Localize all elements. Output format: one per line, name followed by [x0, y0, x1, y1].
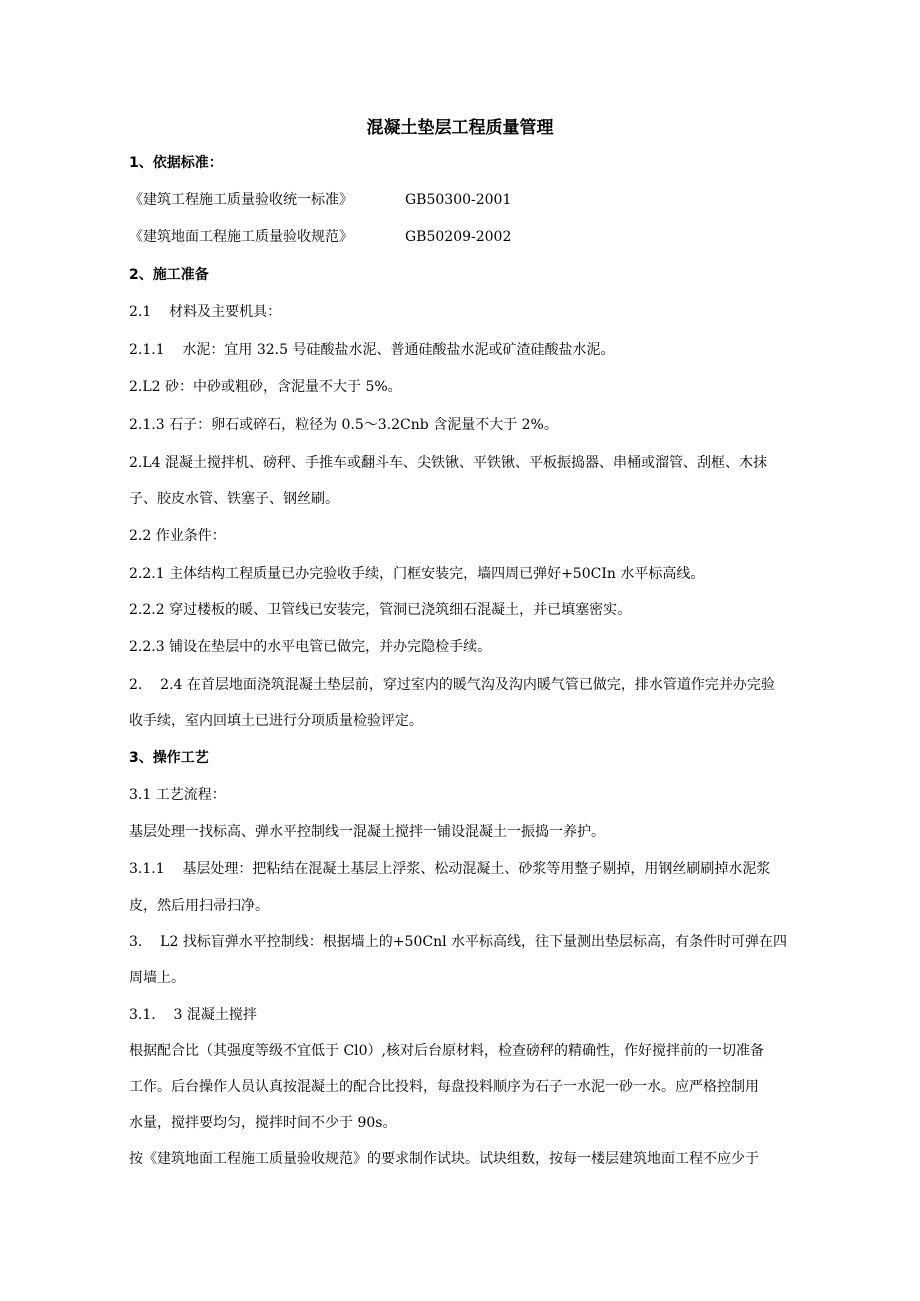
paragraph-line: 3.1 工艺流程：: [129, 787, 226, 803]
paragraph-line: 2.L4 混凝土搅拌机、磅秤、手推车或翻斗车、尖铁锹、平铁锹、平板振捣器、串桶或溜管、刮框、木抹: [129, 455, 768, 471]
section-heading-process: 3、操作工艺: [129, 750, 209, 766]
section-heading-basis: 1、依据标准：: [129, 155, 223, 171]
paragraph-line: 基层处理一找标高、弹水平控制线一混凝土搅拌一铺设混凝土一振捣一养护。: [129, 824, 605, 840]
paragraph-line: 2.2 作业条件：: [129, 528, 226, 544]
paragraph-line: 工作。后台操作人员认真按混凝土的配合比投料，每盘投料顺序为石子一水泥一砂一水。应严格控制用: [129, 1079, 759, 1095]
standard-name: 《建筑地面工程施工质量验收规范》: [129, 229, 353, 245]
paragraph-line: 2.2.1 主体结构工程质量已办完验收手续，门框安装完，墙四周已弹好+50CIn 水平标高线。: [129, 566, 705, 582]
paragraph-line: 皮，然后用扫帚扫净。: [129, 898, 269, 914]
paragraph-line: 水量，搅拌要均匀，搅拌时间不少于 90s。: [129, 1115, 397, 1131]
standard-code: GB50300-2001: [405, 192, 512, 208]
standard-row: [129, 228, 511, 246]
paragraph-line: 3.1. 3 混凝土搅拌: [129, 1007, 257, 1023]
paragraph-line: 2.L2 砂：中砂或粗砂，含泥量不大于 5%。: [129, 379, 402, 395]
paragraph-line: 根据配合比（其强度等级不宜低于 Cl0）,核对后台原材料，检查磅秤的精确性，作好搅拌前的一切准备: [129, 1043, 764, 1059]
paragraph-line: 2.1.1 水泥：宜用 32.5 号硅酸盐水泥、普通硅酸盐水泥或矿渣硅酸盐水泥。: [129, 342, 615, 358]
paragraph-line: 周墙上。: [129, 970, 185, 986]
standard-name: 《建筑工程施工质量验收统一标准》: [129, 192, 353, 208]
paragraph-line: 2. 2.4 在首层地面浇筑混凝土垫层前，穿过室内的暖气沟及沟内暖气管已做完，排水管道作完并办完验: [129, 677, 775, 693]
paragraph-line: 按《建筑地面工程施工质量验收规范》的要求制作试块。试块组数，按每一楼层建筑地面工程不应少于: [129, 1151, 759, 1167]
paragraph-line: 2.1 材料及主要机具：: [129, 304, 282, 320]
section-heading-preparation: 2、施工准备: [129, 267, 209, 283]
paragraph-line: 2.1.3 石子：卵石或碎石，粒径为 0.5～3.2Cnb 含泥量不大于 2%。: [129, 417, 558, 433]
paragraph-line: 2.2.3 铺设在垫层中的水平电管已做完，并办完隐检手续。: [129, 639, 492, 655]
document-title: 混凝土垫层工程质量管理: [366, 118, 554, 138]
paragraph-line: 3. L2 找标盲弹水平控制线：根据墙上的+50Cnl 水平标高线，往下量测出垫层标高，有条件时可弹在四: [129, 934, 788, 950]
paragraph-line: 2.2.2 穿过楼板的暖、卫管线已安装完，管洞已浇筑细石混凝土，并已填塞密实。: [129, 602, 632, 618]
paragraph-line: 3.1.1 基层处理：把粘结在混凝土基层上浮浆、松动混凝土、砂浆等用整子剔掉，用钢丝刷刷掉水泥浆: [129, 861, 771, 877]
paragraph-line: 收手续，室内回填土已进行分项质量检验评定。: [129, 713, 423, 729]
standard-code: GB50209-2002: [405, 229, 512, 245]
standard-row: [129, 191, 511, 209]
paragraph-line: 子、胶皮水管、铁塞子、钢丝刷。: [129, 491, 339, 507]
